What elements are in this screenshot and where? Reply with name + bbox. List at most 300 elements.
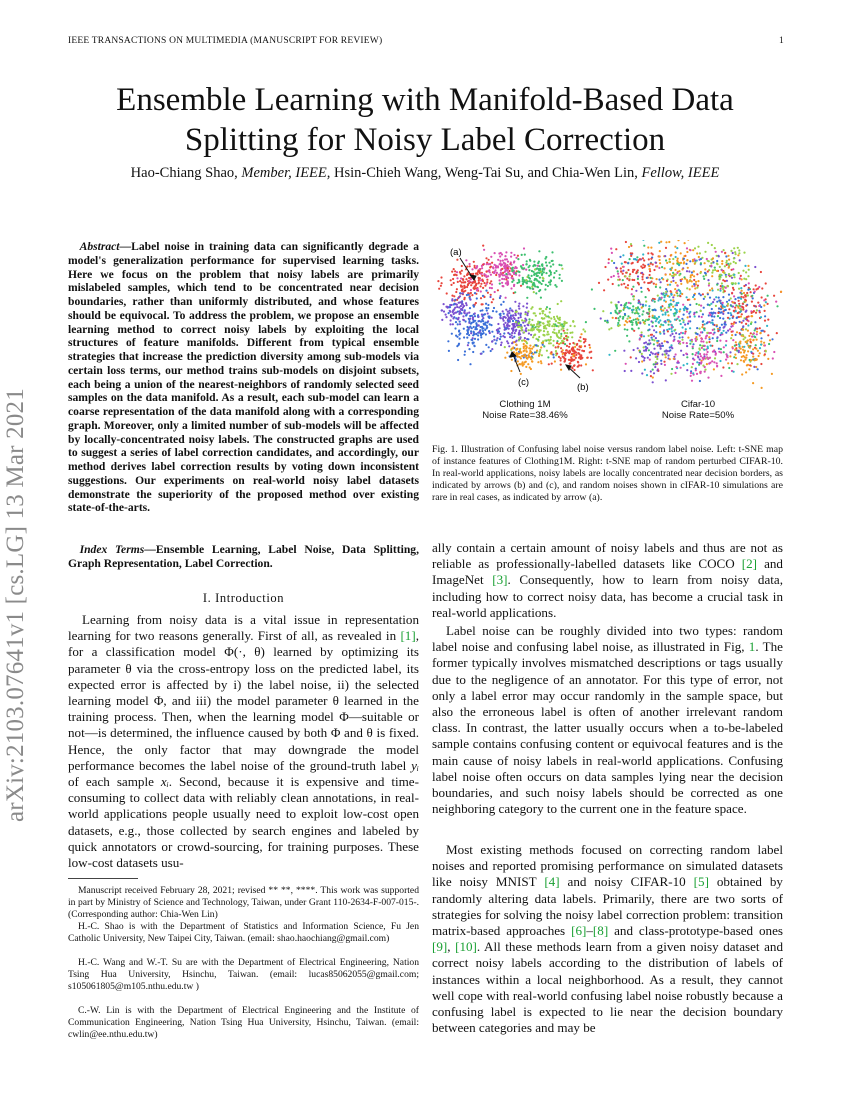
scatter-point bbox=[576, 348, 578, 350]
scatter-point bbox=[702, 293, 704, 295]
scatter-point bbox=[692, 259, 694, 261]
scatter-point bbox=[451, 298, 453, 300]
scatter-point bbox=[573, 369, 575, 371]
figure-link[interactable]: 1 bbox=[748, 639, 756, 655]
scatter-point bbox=[513, 279, 515, 281]
scatter-point bbox=[752, 382, 754, 384]
citation-link[interactable]: [2] bbox=[741, 556, 758, 572]
scatter-point bbox=[552, 331, 554, 333]
scatter-point bbox=[504, 258, 506, 260]
scatter-point bbox=[752, 339, 754, 341]
scatter-point bbox=[480, 279, 482, 281]
scatter-point bbox=[741, 313, 743, 315]
scatter-point bbox=[707, 242, 709, 244]
scatter-point bbox=[759, 347, 761, 349]
scatter-point bbox=[533, 264, 535, 266]
scatter-point bbox=[654, 301, 656, 303]
scatter-point bbox=[693, 294, 695, 296]
scatter-point bbox=[665, 241, 667, 243]
scatter-point bbox=[523, 347, 525, 349]
scatter-point bbox=[545, 327, 547, 329]
scatter-point bbox=[752, 356, 754, 358]
scatter-point bbox=[730, 297, 732, 299]
scatter-point bbox=[521, 267, 523, 269]
scatter-point bbox=[569, 343, 571, 345]
scatter-point bbox=[546, 333, 548, 335]
scatter-point bbox=[672, 299, 674, 301]
scatter-point bbox=[767, 319, 769, 321]
scatter-point bbox=[684, 324, 686, 326]
scatter-point bbox=[671, 294, 673, 296]
scatter-point bbox=[517, 270, 519, 272]
scatter-point bbox=[679, 320, 681, 322]
scatter-point bbox=[674, 372, 676, 374]
scatter-point bbox=[761, 287, 763, 289]
scatter-point bbox=[740, 275, 742, 277]
scatter-point bbox=[690, 274, 692, 276]
scatter-point bbox=[602, 310, 604, 312]
scatter-point bbox=[663, 299, 665, 301]
scatter-point bbox=[647, 282, 649, 284]
scatter-point bbox=[490, 294, 492, 296]
scatter-point bbox=[464, 312, 466, 314]
scatter-point bbox=[641, 331, 643, 333]
scatter-point bbox=[570, 359, 572, 361]
scatter-point bbox=[477, 316, 479, 318]
scatter-point bbox=[459, 280, 461, 282]
scatter-point bbox=[656, 278, 658, 280]
scatter-point bbox=[512, 347, 514, 349]
scatter-point bbox=[637, 278, 639, 280]
scatter-point bbox=[574, 351, 576, 353]
scatter-point bbox=[490, 350, 492, 352]
scatter-point bbox=[477, 338, 479, 340]
scatter-point bbox=[730, 312, 732, 314]
scatter-point bbox=[483, 282, 485, 284]
scatter-point bbox=[625, 272, 627, 274]
scatter-point bbox=[680, 252, 682, 254]
scatter-point bbox=[775, 301, 777, 303]
scatter-point bbox=[719, 266, 721, 268]
scatter-point bbox=[700, 340, 702, 342]
scatter-point bbox=[613, 262, 615, 264]
scatter-point bbox=[732, 347, 734, 349]
arrow-label-c: (c) bbox=[518, 377, 530, 388]
scatter-point bbox=[647, 246, 649, 248]
scatter-point bbox=[626, 306, 628, 308]
scatter-point bbox=[517, 360, 519, 362]
scatter-point bbox=[743, 351, 745, 353]
scatter-point bbox=[456, 277, 458, 279]
scatter-point bbox=[474, 281, 476, 283]
footnote-wang-su: H.-C. Wang and W.-T. Su are with the Department of Electrical Engineering, Nation Tsing Hua University, Hsinchu, Taiwan. (email: lucas85062055@gmail.com; s105061805@m105.nthu.edu.tw ) bbox=[68, 957, 419, 992]
scatter-point bbox=[600, 317, 602, 319]
scatter-point bbox=[558, 277, 560, 279]
scatter-point bbox=[469, 297, 471, 299]
scatter-point bbox=[722, 318, 724, 320]
scatter-point bbox=[666, 352, 668, 354]
index-terms-text: —Ensemble Learning, Label Noise, Data Splitting, Graph Representation, Label Correction. bbox=[68, 543, 419, 570]
scatter-point bbox=[576, 344, 578, 346]
scatter-point bbox=[633, 330, 635, 332]
scatter-point bbox=[655, 356, 657, 358]
scatter-point bbox=[515, 344, 517, 346]
scatter-point bbox=[540, 308, 542, 310]
citation-link[interactable]: [10] bbox=[455, 939, 477, 955]
math-var: xᵢ bbox=[160, 774, 169, 790]
scatter-point bbox=[490, 266, 492, 268]
scatter-point bbox=[493, 307, 495, 309]
scatter-point bbox=[707, 377, 709, 379]
scatter-point bbox=[720, 375, 722, 377]
scatter-point bbox=[590, 357, 592, 359]
scatter-point bbox=[630, 321, 632, 323]
scatter-point bbox=[522, 361, 524, 363]
scatter-point bbox=[497, 332, 499, 334]
scatter-point bbox=[517, 355, 519, 357]
scatter-point bbox=[462, 319, 464, 321]
citation-link[interactable]: [9] bbox=[432, 939, 448, 955]
scatter-point bbox=[478, 282, 480, 284]
scatter-point bbox=[538, 265, 540, 267]
scatter-point bbox=[744, 359, 746, 361]
scatter-point bbox=[679, 310, 681, 312]
figure-1-tsne bbox=[432, 240, 783, 420]
scatter-point bbox=[744, 294, 746, 296]
scatter-point bbox=[660, 345, 662, 347]
citation-link[interactable]: [4] bbox=[544, 874, 560, 890]
scatter-point bbox=[554, 272, 556, 274]
scatter-point bbox=[722, 296, 724, 298]
scatter-point bbox=[674, 246, 676, 248]
scatter-point bbox=[704, 296, 706, 298]
scatter-point bbox=[663, 361, 665, 363]
scatter-point bbox=[670, 299, 672, 301]
scatter-point bbox=[536, 280, 538, 282]
scatter-point bbox=[717, 289, 719, 291]
scatter-point bbox=[543, 317, 545, 319]
scatter-point bbox=[572, 346, 574, 348]
scatter-point bbox=[640, 303, 642, 305]
scatter-point bbox=[643, 335, 645, 337]
scatter-point bbox=[485, 344, 487, 346]
scatter-point bbox=[566, 345, 568, 347]
scatter-point bbox=[527, 338, 529, 340]
scatter-point bbox=[638, 361, 640, 363]
scatter-point bbox=[658, 242, 660, 244]
scatter-point bbox=[474, 312, 476, 314]
scatter-point bbox=[480, 283, 482, 285]
scatter-point bbox=[734, 349, 736, 351]
citation-link[interactable]: [6] bbox=[571, 923, 587, 939]
scatter-point bbox=[743, 361, 745, 363]
scatter-point bbox=[685, 328, 687, 330]
scatter-point bbox=[501, 282, 503, 284]
scatter-point bbox=[648, 335, 650, 337]
scatter-point bbox=[717, 312, 719, 314]
scatter-point bbox=[622, 279, 624, 281]
scatter-point bbox=[562, 349, 564, 351]
left-noise-rate: Noise Rate=38.46% bbox=[482, 410, 568, 421]
scatter-point bbox=[641, 307, 643, 309]
scatter-point bbox=[729, 328, 731, 330]
scatter-point bbox=[633, 279, 635, 281]
scatter-point bbox=[733, 295, 735, 297]
scatter-point bbox=[584, 345, 586, 347]
scatter-point bbox=[745, 341, 747, 343]
scatter-point bbox=[485, 257, 487, 259]
scatter-point bbox=[554, 284, 556, 286]
scatter-point bbox=[740, 316, 742, 318]
scatter-point bbox=[747, 265, 749, 267]
scatter-point bbox=[686, 308, 688, 310]
scatter-point bbox=[754, 266, 756, 268]
scatter-point bbox=[538, 250, 540, 252]
scatter-point bbox=[686, 363, 688, 365]
scatter-point bbox=[690, 375, 692, 377]
scatter-point bbox=[748, 282, 750, 284]
scatter-point bbox=[488, 263, 490, 265]
scatter-point bbox=[697, 356, 699, 358]
scatter-point bbox=[664, 364, 666, 366]
scatter-point bbox=[650, 277, 652, 279]
scatter-point bbox=[649, 311, 651, 313]
scatter-point bbox=[613, 275, 615, 277]
scatter-point bbox=[459, 332, 461, 334]
scatter-point bbox=[522, 280, 524, 282]
scatter-point bbox=[673, 273, 675, 275]
scatter-point bbox=[437, 280, 439, 282]
scatter-point bbox=[679, 295, 681, 297]
scatter-point bbox=[646, 374, 648, 376]
scatter-point bbox=[528, 347, 530, 349]
scatter-point bbox=[704, 345, 706, 347]
scatter-point bbox=[540, 346, 542, 348]
scatter-point bbox=[520, 373, 522, 375]
scatter-point bbox=[728, 264, 730, 266]
scatter-point bbox=[482, 303, 484, 305]
math-var: yᵢ bbox=[411, 757, 419, 773]
scatter-point bbox=[560, 364, 562, 366]
scatter-point bbox=[539, 289, 541, 291]
scatter-point bbox=[677, 340, 679, 342]
scatter-point bbox=[764, 315, 766, 317]
scatter-point bbox=[705, 335, 707, 337]
tsne-map-cifar10 bbox=[585, 240, 782, 389]
scatter-point bbox=[500, 336, 502, 338]
scatter-point bbox=[469, 326, 471, 328]
scatter-point bbox=[699, 334, 701, 336]
scatter-point bbox=[707, 358, 709, 360]
scatter-point bbox=[620, 267, 622, 269]
scatter-point bbox=[714, 269, 716, 271]
scatter-point bbox=[690, 276, 692, 278]
scatter-point bbox=[475, 333, 477, 335]
scatter-point bbox=[635, 307, 637, 309]
scatter-point bbox=[521, 319, 523, 321]
scatter-point bbox=[658, 279, 660, 281]
scatter-point bbox=[733, 261, 735, 263]
scatter-point bbox=[655, 337, 657, 339]
scatter-point bbox=[637, 347, 639, 349]
scatter-point bbox=[475, 326, 477, 328]
citation-link[interactable]: [5] bbox=[693, 874, 709, 890]
scatter-point bbox=[548, 363, 550, 365]
scatter-point bbox=[544, 339, 546, 341]
scatter-point bbox=[740, 351, 742, 353]
scatter-point bbox=[618, 276, 620, 278]
scatter-point bbox=[672, 280, 674, 282]
scatter-point bbox=[738, 300, 740, 302]
scatter-point bbox=[670, 334, 672, 336]
scatter-point bbox=[727, 330, 729, 332]
scatter-point bbox=[645, 346, 647, 348]
scatter-point bbox=[707, 270, 709, 272]
scatter-point bbox=[581, 350, 583, 352]
scatter-point bbox=[697, 246, 699, 248]
scatter-point bbox=[658, 267, 660, 269]
scatter-point bbox=[673, 294, 675, 296]
scatter-point bbox=[710, 262, 712, 264]
scatter-point bbox=[694, 261, 696, 263]
scatter-point bbox=[486, 325, 488, 327]
scatter-point bbox=[512, 330, 514, 332]
scatter-point bbox=[627, 269, 629, 271]
scatter-point bbox=[558, 264, 560, 266]
scatter-point bbox=[517, 258, 519, 260]
scatter-point bbox=[502, 316, 504, 318]
scatter-point bbox=[683, 314, 685, 316]
scatter-point bbox=[473, 331, 475, 333]
scatter-point bbox=[450, 319, 452, 321]
scatter-point bbox=[638, 301, 640, 303]
scatter-point bbox=[486, 283, 488, 285]
scatter-point bbox=[708, 282, 710, 284]
scatter-point bbox=[713, 361, 715, 363]
scatter-point bbox=[768, 343, 770, 345]
scatter-point bbox=[711, 272, 713, 274]
scatter-point bbox=[704, 323, 706, 325]
scatter-point bbox=[647, 343, 649, 345]
scatter-point bbox=[459, 323, 461, 325]
scatter-point bbox=[734, 251, 736, 253]
scatter-point bbox=[543, 345, 545, 347]
scatter-point bbox=[642, 257, 644, 259]
scatter-point bbox=[753, 332, 755, 334]
scatter-point bbox=[745, 323, 747, 325]
scatter-point bbox=[638, 315, 640, 317]
citation-link[interactable]: [8] bbox=[592, 923, 609, 939]
scatter-point bbox=[575, 354, 577, 356]
scatter-point bbox=[516, 340, 518, 342]
scatter-point bbox=[754, 329, 756, 331]
scatter-point bbox=[733, 289, 735, 291]
scatter-point bbox=[675, 353, 677, 355]
scatter-point bbox=[484, 329, 486, 331]
scatter-point bbox=[635, 311, 637, 313]
scatter-point bbox=[722, 366, 724, 368]
scatter-point bbox=[473, 261, 475, 263]
scatter-point bbox=[450, 279, 452, 281]
scatter-point bbox=[696, 303, 698, 305]
scatter-point bbox=[542, 312, 544, 314]
scatter-point bbox=[612, 317, 614, 319]
scatter-point bbox=[617, 322, 619, 324]
figure-caption: Fig. 1. Illustration of Confusing label noise versus random label noise. Left: t-SNE map of instance features of Clothing1M. Right: t-SNE map of random perturbed CIFAR-10. In real-world applications, noisy labels are locally concentrated near decision borders, as indicated by arrows (b) and (c), and random noises shown in cIFAR-10 simulations are rare in real cases, as indicated by arrow (a). bbox=[432, 444, 783, 504]
scatter-point bbox=[721, 260, 723, 262]
scatter-point bbox=[639, 338, 641, 340]
scatter-point bbox=[751, 295, 753, 297]
scatter-point bbox=[673, 356, 675, 358]
scatter-point bbox=[681, 339, 683, 341]
scatter-point bbox=[745, 357, 747, 359]
citation-link[interactable]: [3] bbox=[492, 572, 508, 588]
scatter-point bbox=[526, 303, 528, 305]
scatter-point bbox=[485, 303, 487, 305]
scatter-point bbox=[512, 267, 514, 269]
scatter-point bbox=[524, 325, 526, 327]
scatter-point bbox=[738, 282, 740, 284]
scatter-point bbox=[718, 299, 720, 301]
text-run: , for a classification model Φ(·, θ) learned by optimizing its parameter θ via the cross-entropy loss on the predicted label, its expected error is affected by i) the label noise, ii) the selected learning model Φ, and iii) the model parameter θ learned in the training process. Then, when the learning model Φ—suitable or not—is determined, the influence caused by both Φ and θ is fixed. Hence, the only factor that may downgrade the model performance becomes the label noise of the ground-truth label bbox=[68, 628, 419, 773]
scatter-point bbox=[632, 286, 634, 288]
title-line-2: Splitting for Noisy Label Correction bbox=[184, 122, 666, 158]
citation-link[interactable]: [1] bbox=[400, 628, 416, 644]
scatter-point bbox=[686, 247, 688, 249]
scatter-point bbox=[665, 356, 667, 358]
scatter-point bbox=[441, 319, 443, 321]
scatter-point bbox=[509, 317, 511, 319]
scatter-point bbox=[540, 297, 542, 299]
scatter-point bbox=[617, 273, 619, 275]
scatter-point bbox=[464, 297, 466, 299]
scatter-point bbox=[509, 333, 511, 335]
text-run: of each sample bbox=[68, 774, 161, 790]
scatter-point bbox=[738, 350, 740, 352]
scatter-point bbox=[647, 313, 649, 315]
scatter-point bbox=[711, 322, 713, 324]
scatter-point bbox=[722, 302, 724, 304]
scatter-point bbox=[704, 366, 706, 368]
scatter-point bbox=[575, 357, 577, 359]
scatter-point bbox=[734, 282, 736, 284]
scatter-point bbox=[721, 324, 723, 326]
scatter-point bbox=[460, 309, 462, 311]
scatter-point bbox=[583, 338, 585, 340]
scatter-point bbox=[564, 352, 566, 354]
scatter-point bbox=[525, 348, 527, 350]
scatter-point bbox=[561, 328, 563, 330]
scatter-point bbox=[478, 324, 480, 326]
scatter-point bbox=[711, 360, 713, 362]
title-line-1: Ensemble Learning with Manifold-Based Data bbox=[116, 82, 734, 118]
scatter-point bbox=[482, 245, 484, 247]
scatter-point bbox=[485, 290, 487, 292]
scatter-point bbox=[630, 370, 632, 372]
scatter-point bbox=[480, 333, 482, 335]
scatter-point bbox=[470, 292, 472, 294]
scatter-point bbox=[520, 363, 522, 365]
scatter-point bbox=[749, 339, 751, 341]
scatter-point bbox=[703, 278, 705, 280]
scatter-point bbox=[511, 309, 513, 311]
scatter-point bbox=[665, 291, 667, 293]
scatter-point bbox=[482, 317, 484, 319]
scatter-point bbox=[747, 294, 749, 296]
scatter-point bbox=[712, 301, 714, 303]
scatter-point bbox=[530, 280, 532, 282]
scatter-point bbox=[680, 332, 682, 334]
